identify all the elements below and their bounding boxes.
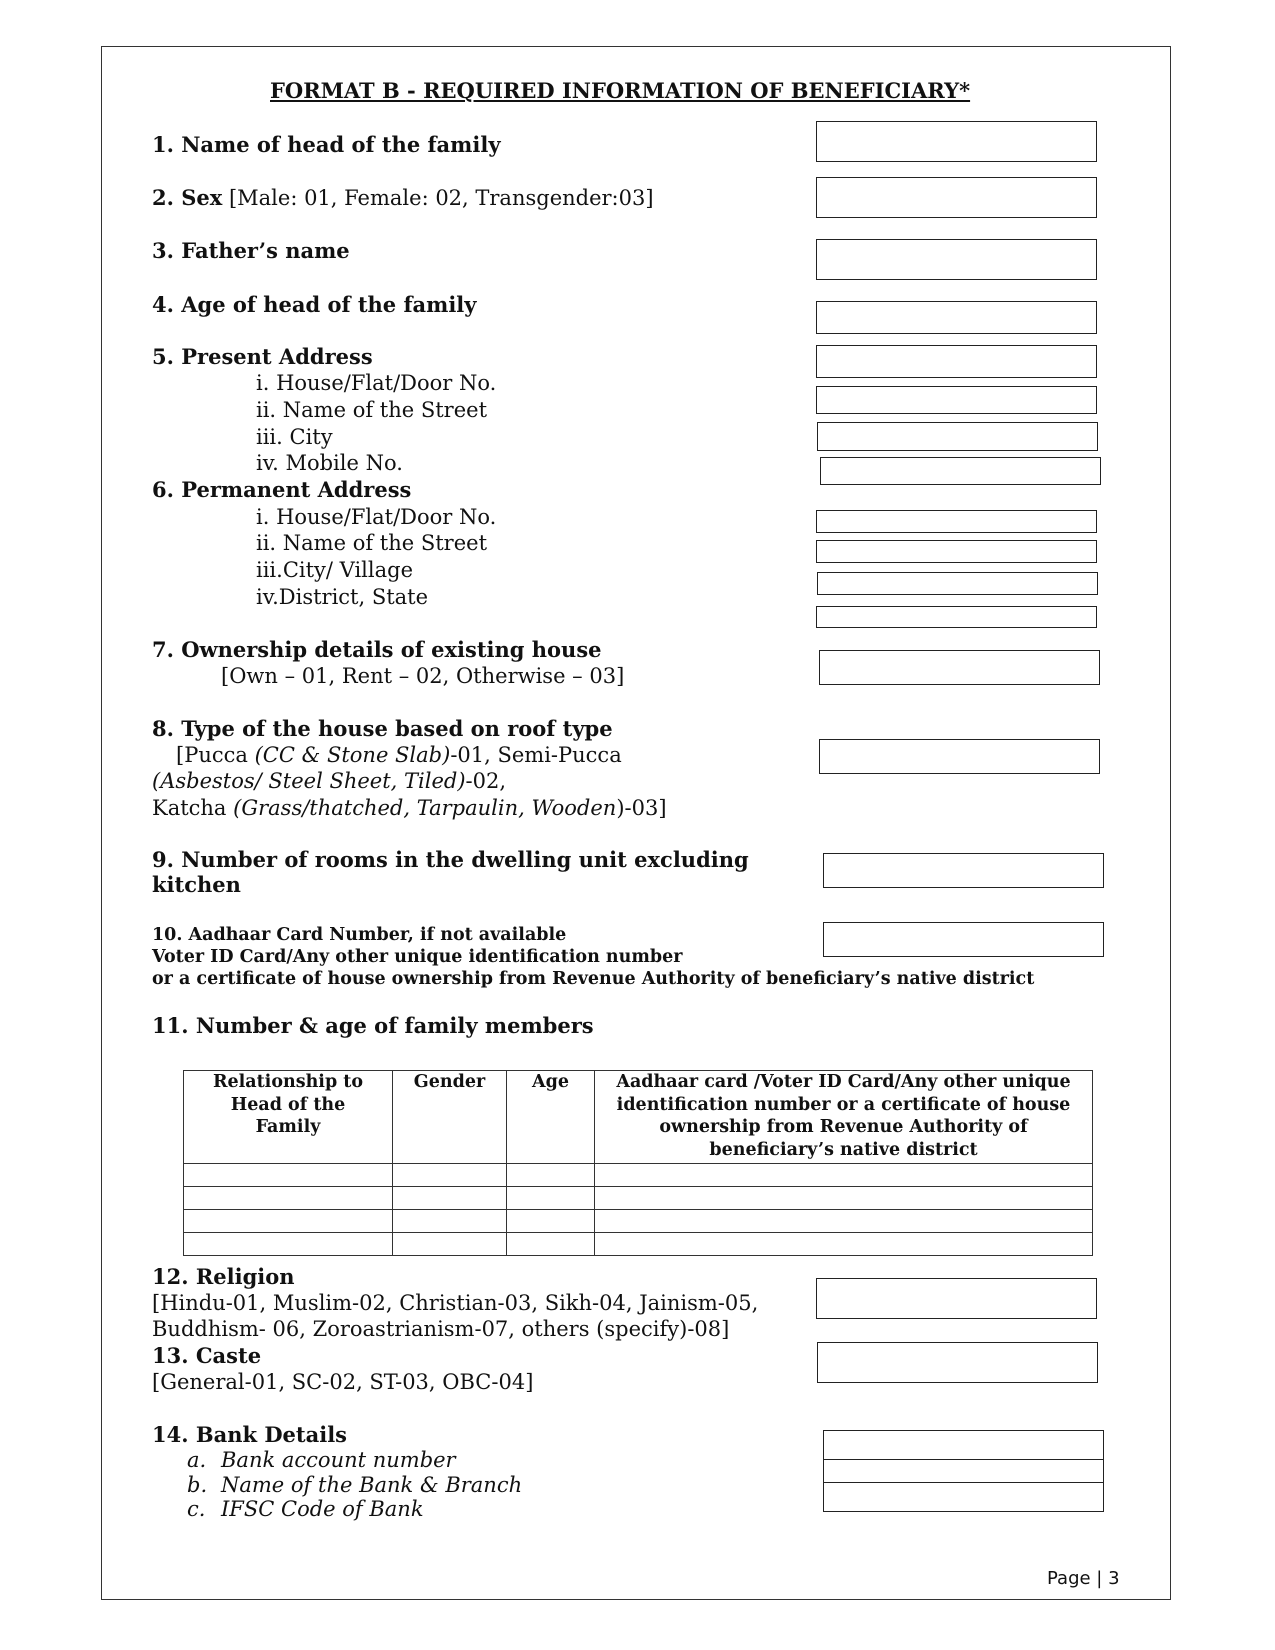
- head-name-field[interactable]: [816, 121, 1097, 162]
- q11-label: 11. Number & age of family members: [152, 1013, 594, 1038]
- ownership-field[interactable]: [819, 650, 1100, 685]
- header-gender: Gender: [393, 1071, 507, 1164]
- age-cell[interactable]: [507, 1233, 595, 1256]
- q2-number: 2. Sex: [152, 185, 223, 210]
- bank-branch-field[interactable]: [823, 1459, 1104, 1484]
- relationship-cell[interactable]: [184, 1210, 393, 1233]
- bank-b-letter: b.: [187, 1473, 208, 1497]
- age-cell[interactable]: [507, 1164, 595, 1187]
- table-header-row: [184, 1071, 1093, 1164]
- q12-line2: Buddhism- 06, Zoroastrianism-07, others (specify)-08]: [152, 1317, 730, 1341]
- permanent-house-field[interactable]: [816, 510, 1097, 533]
- present-city-label: iii. City: [256, 425, 333, 449]
- id-cell[interactable]: [595, 1233, 1093, 1256]
- gender-cell[interactable]: [393, 1233, 507, 1256]
- table-row: [184, 1210, 1093, 1233]
- age-field[interactable]: [816, 301, 1097, 334]
- age-cell[interactable]: [507, 1187, 595, 1210]
- permanent-city-label: iii.City/ Village: [256, 558, 413, 582]
- ifsc-field[interactable]: [823, 1482, 1104, 1512]
- sex-field[interactable]: [816, 177, 1097, 218]
- q8-line2: [152, 768, 506, 794]
- q8-label: 8. Type of the house based on roof type: [152, 716, 613, 741]
- header-relationship: Relationship to Head of the Family: [184, 1071, 393, 1164]
- permanent-street-label: ii. Name of the Street: [256, 531, 488, 555]
- id-cell[interactable]: [595, 1187, 1093, 1210]
- permanent-district-label: iv.District, State: [256, 585, 429, 609]
- q7-options: [Own – 01, Rent – 02, Otherwise – 03]: [221, 664, 625, 688]
- permanent-house-label: i. House/Flat/Door No.: [256, 505, 497, 529]
- aadhaar-field[interactable]: [823, 922, 1104, 957]
- permanent-city-field[interactable]: [817, 572, 1098, 595]
- q8-katcha: Katcha: [152, 796, 234, 820]
- permanent-street-field[interactable]: [816, 540, 1097, 563]
- id-cell[interactable]: [595, 1210, 1093, 1233]
- page-number: Page | 3: [1047, 1568, 1120, 1589]
- q9-line2: kitchen: [152, 872, 241, 897]
- bank-account-label: Bank account number: [221, 1448, 456, 1472]
- q8-katcha-desc: (Grass/thatched, Tarpaulin, Wooden: [233, 796, 617, 820]
- q9-line1: 9. Number of rooms in the dwelling unit excluding: [152, 847, 749, 872]
- q8-pucca: [Pucca: [176, 743, 255, 767]
- house-type-field[interactable]: [819, 739, 1100, 774]
- q6-label: 6. Permanent Address: [152, 477, 412, 502]
- caste-field[interactable]: [817, 1342, 1098, 1383]
- q10-line2: Voter ID Card/Any other unique identification number: [152, 947, 683, 967]
- q1-label: 1. Name of head of the family: [152, 132, 501, 157]
- relationship-cell[interactable]: [184, 1233, 393, 1256]
- header-id: Aadhaar card /Voter ID Card/Any other unique identification number or a certificate of house ownership from Revenue Authority of beneficiary’s native district: [595, 1071, 1093, 1164]
- q8-line3: [152, 795, 667, 821]
- q3-label: 3. Father’s name: [152, 238, 350, 263]
- gender-cell[interactable]: [393, 1210, 507, 1233]
- q8-katcha-code: )-03]: [616, 796, 667, 820]
- q2-label: [152, 185, 654, 211]
- gender-cell[interactable]: [393, 1187, 507, 1210]
- relationship-cell[interactable]: [184, 1164, 393, 1187]
- table-row: [184, 1187, 1093, 1210]
- present-mobile-field[interactable]: [820, 457, 1101, 485]
- q14-label: 14. Bank Details: [152, 1422, 347, 1447]
- ifsc-label: IFSC Code of Bank: [221, 1497, 424, 1521]
- q12-label: 12. Religion: [152, 1264, 295, 1289]
- bank-name-label: Name of the Bank & Branch: [221, 1473, 523, 1497]
- q5-label: 5. Present Address: [152, 344, 373, 369]
- gender-cell[interactable]: [393, 1164, 507, 1187]
- bank-account-field[interactable]: [823, 1430, 1104, 1461]
- table-row: [184, 1164, 1093, 1187]
- q2-options: [Male: 01, Female: 02, Transgender:03]: [222, 186, 654, 210]
- header-age: Age: [507, 1071, 595, 1164]
- form-title: FORMAT B - REQUIRED INFORMATION OF BENEFICIARY*: [270, 78, 971, 103]
- age-cell[interactable]: [507, 1210, 595, 1233]
- q7-label: 7. Ownership details of existing house: [152, 637, 602, 662]
- q4-label: 4. Age of head of the family: [152, 292, 477, 317]
- present-city-field[interactable]: [817, 422, 1098, 451]
- table-row: [184, 1233, 1093, 1256]
- q12-line1: [Hindu-01, Muslim-02, Christian-03, Sikh-04, Jainism-05,: [152, 1291, 759, 1315]
- q8-line1: [176, 742, 622, 768]
- relationship-cell[interactable]: [184, 1187, 393, 1210]
- present-street-label: ii. Name of the Street: [256, 398, 488, 422]
- id-cell[interactable]: [595, 1164, 1093, 1187]
- q8-semi-desc: (Asbestos/ Steel Sheet, Tiled): [152, 769, 466, 793]
- present-mobile-label: iv. Mobile No.: [256, 451, 403, 475]
- bank-a-letter: a.: [187, 1448, 207, 1472]
- permanent-district-field[interactable]: [816, 606, 1097, 628]
- bank-c-letter: c.: [187, 1497, 206, 1521]
- religion-field[interactable]: [816, 1278, 1097, 1319]
- q8-semi: -01, Semi-Pucca: [450, 743, 622, 767]
- family-members-table: [183, 1070, 1093, 1256]
- q13-label: 13. Caste: [152, 1343, 262, 1368]
- present-house-label: i. House/Flat/Door No.: [256, 371, 497, 395]
- q10-line3: or a certificate of house ownership from Revenue Authority of beneficiary’s native district: [152, 969, 1035, 989]
- q13-line1: [General-01, SC-02, ST-03, OBC-04]: [152, 1370, 534, 1394]
- father-name-field[interactable]: [816, 239, 1097, 280]
- rooms-field[interactable]: [823, 853, 1104, 888]
- present-house-field[interactable]: [816, 345, 1097, 378]
- q8-semi-code: -02,: [465, 769, 507, 793]
- q10-line1: 10. Aadhaar Card Number, if not available: [152, 925, 567, 945]
- present-street-field[interactable]: [816, 386, 1097, 414]
- q8-pucca-desc: (CC & Stone Slab): [254, 743, 451, 767]
